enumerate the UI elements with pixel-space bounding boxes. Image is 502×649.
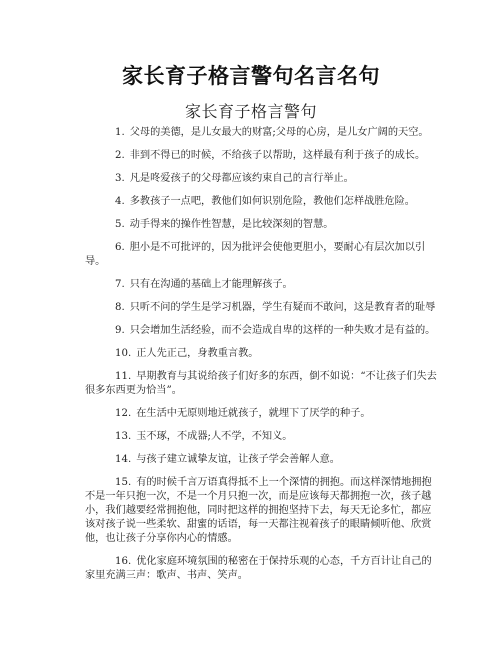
list-item (85, 278, 440, 292)
list-item (85, 555, 440, 583)
item-number: 11. (115, 371, 132, 382)
item-number: 7. (115, 279, 125, 290)
item-text: 非到不得已的时候，不给孩子以帮助，这样最有利于孩子的成长。 (129, 150, 426, 161)
item-number: 16. (115, 556, 132, 567)
item-text: 只会增加生活经验，而不会造成自卑的这样的一种失败才是有益的。 (129, 325, 436, 336)
list-item (85, 301, 440, 315)
list-item (85, 347, 440, 361)
item-text: 多教孩子一点吧，教他们如何识别危险，教他们怎样战胜危险。 (129, 196, 415, 207)
list-item (85, 195, 440, 209)
item-number: 13. (115, 431, 132, 442)
item-number: 2. (115, 150, 125, 161)
item-number: 3. (115, 173, 125, 184)
item-text: 与孩子建立诚挚友谊，让孩子学会善解人意。 (136, 454, 340, 465)
item-text: 父母的美德，是儿女最大的财富;父母的心房，是儿女广阔的天空。 (129, 127, 429, 138)
quote-list (85, 126, 440, 592)
item-text: 动手得来的操作性智慧，是比较深刻的智慧。 (129, 219, 334, 230)
item-number: 15. (115, 477, 132, 488)
item-text: 玉不琢，不成器;人不学，不知义。 (136, 431, 293, 442)
list-item (85, 126, 440, 140)
item-text: 有的时候千言万语真得抵不上一个深情的拥抱。而这样深情地拥抱不是一年只抱一次，不是一个月只抱一次，而是应该每天都拥抱一次，孩子越小，我们越要经常拥抱他，同时把这样的拥抱坚持下去，每天无论多忙，都应该对孩子说一些柔软、甜蜜的话语，每一天都注视着孩子的眼睛倾听他、欣赏他，也让孩子分享你内心的情感。 (85, 477, 432, 544)
item-text: 只有在沟通的基础上才能理解孩子。 (129, 279, 293, 290)
list-item (85, 453, 440, 467)
item-number: 10. (115, 348, 132, 359)
list-item (85, 430, 440, 444)
item-text: 正人先正己，身教重言教。 (136, 348, 259, 359)
item-number: 6. (115, 242, 125, 253)
list-item (85, 241, 440, 269)
list-item (85, 370, 440, 398)
list-item (85, 476, 440, 546)
item-number: 1. (115, 127, 125, 138)
list-item (85, 149, 440, 163)
item-text: 凡是咚爱孩子的父母都应该约束自己的言行举止。 (129, 173, 354, 184)
item-number: 12. (115, 408, 132, 419)
list-item (85, 407, 440, 421)
document-title: 家长育子格言警句名言名句 (122, 63, 380, 88)
item-text: 早期教育与其说给孩子们好多的东西，倒不如说：“不让孩子们失去很多东西更为恰当”。 (85, 371, 437, 396)
list-item (85, 172, 440, 186)
item-number: 8. (115, 302, 125, 313)
item-number: 9. (115, 325, 125, 336)
item-text: 只听不问的学生是学习机器，学生有疑而不敢问，这是教育者的耻辱 (129, 302, 436, 313)
section-title: 家长育子格言警句 (184, 102, 317, 121)
list-item (85, 324, 440, 338)
list-item (85, 218, 440, 232)
item-text: 优化家庭环境氛围的秘密在于保持乐观的心态，千方百计让自己的家里充满三声：歌声、书声、笑声。 (85, 556, 432, 581)
item-text: 胆小是不可批评的，因为批评会使他更胆小，要耐心有层次加以引导。 (85, 242, 426, 267)
item-number: 4. (115, 196, 125, 207)
item-number: 5. (115, 219, 125, 230)
item-number: 14. (115, 454, 132, 465)
item-text: 在生活中无原则地迁就孩子，就埋下了厌学的种子。 (136, 408, 371, 419)
